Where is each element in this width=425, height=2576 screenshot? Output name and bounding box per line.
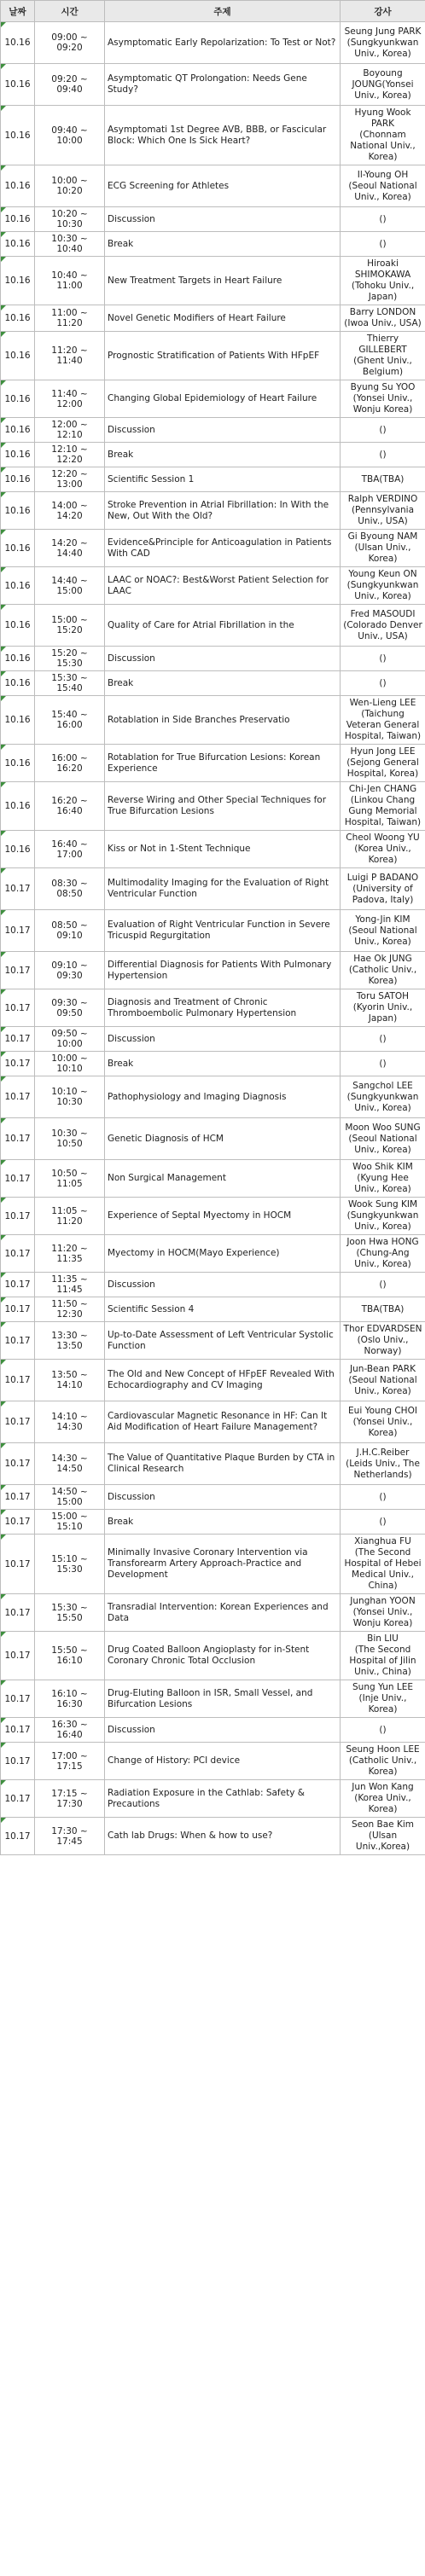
row-speaker: (): [341, 1027, 425, 1052]
row-time: 15:00 ~ 15:20: [35, 605, 105, 647]
row-speaker: Sung Yun LEE (Inje Univ., Korea): [341, 1680, 425, 1718]
row-speaker: Bin LIU (The Second Hospital of Jilin Univ., China): [341, 1632, 425, 1680]
row-time: 09:40 ~ 10:00: [35, 106, 105, 165]
row-speaker: Seon Bae Kim (Ulsan Univ.,Korea): [341, 1818, 425, 1855]
table-row: [1, 232, 425, 257]
table-row: [1, 782, 425, 831]
row-topic: Rotablation for True Bifurcation Lesions: Korean Experience: [105, 745, 341, 782]
row-time: 10:00 ~ 10:10: [35, 1052, 105, 1076]
row-time: 15:00 ~ 15:10: [35, 1510, 105, 1535]
row-speaker: Toru SATOH (Kyorin Univ., Japan): [341, 989, 425, 1027]
row-time: 13:50 ~ 14:10: [35, 1360, 105, 1401]
row-date: 10.16: [1, 380, 35, 418]
row-time: 16:40 ~ 17:00: [35, 831, 105, 868]
table-row: [1, 831, 425, 868]
row-topic: Asymptomati 1st Degree AVB, BBB, or Fascicular Block: Which One Is Sick Heart?: [105, 106, 341, 165]
row-topic: Evaluation of Right Ventricular Function in Severe Tricuspid Regurgitation: [105, 910, 341, 952]
row-speaker: Jun Won Kang (Korea Univ., Korea): [341, 1780, 425, 1818]
row-speaker: Young Keun ON (Sungkyunkwan Univ., Korea): [341, 567, 425, 605]
row-topic: Scientific Session 4: [105, 1297, 341, 1322]
row-date: 10.17: [1, 1443, 35, 1485]
table-row: [1, 1680, 425, 1718]
row-time: 10:00 ~ 10:20: [35, 165, 105, 207]
row-time: 17:30 ~ 17:45: [35, 1818, 105, 1855]
row-time: 10:20 ~ 10:30: [35, 207, 105, 232]
table-row: [1, 1198, 425, 1235]
row-date: 10.17: [1, 1401, 35, 1443]
row-date: 10.16: [1, 530, 35, 567]
table-row: [1, 380, 425, 418]
row-time: 12:20 ~ 13:00: [35, 467, 105, 492]
row-speaker: (): [341, 1052, 425, 1076]
row-speaker: TBA(TBA): [341, 467, 425, 492]
row-speaker: (): [341, 1718, 425, 1743]
row-time: 10:40 ~ 11:00: [35, 257, 105, 305]
row-topic: LAAC or NOAC?: Best&Worst Patient Selection for LAAC: [105, 567, 341, 605]
row-time: 09:10 ~ 09:30: [35, 952, 105, 989]
row-time: 17:15 ~ 17:30: [35, 1780, 105, 1818]
row-date: 10.17: [1, 1510, 35, 1535]
row-date: 10.16: [1, 492, 35, 530]
row-date: 10.16: [1, 332, 35, 380]
row-topic: Prognostic Stratification of Patients With HFpEF: [105, 332, 341, 380]
table-row: [1, 1818, 425, 1855]
table-row: [1, 492, 425, 530]
row-time: 10:50 ~ 11:05: [35, 1160, 105, 1198]
row-topic: Pathophysiology and Imaging Diagnosis: [105, 1076, 341, 1118]
row-date: 10.16: [1, 696, 35, 745]
table-row: [1, 989, 425, 1027]
row-time: 09:30 ~ 09:50: [35, 989, 105, 1027]
row-time: 15:30 ~ 15:40: [35, 671, 105, 696]
row-topic: Discussion: [105, 1485, 341, 1510]
row-topic: Rotablation in Side Branches Preservatio: [105, 696, 341, 745]
table-row: [1, 257, 425, 305]
row-topic: Discussion: [105, 1273, 341, 1297]
row-time: 14:30 ~ 14:50: [35, 1443, 105, 1485]
row-speaker: Hyun Jong LEE (Sejong General Hospital, Korea): [341, 745, 425, 782]
table-row: [1, 332, 425, 380]
row-speaker: (): [341, 1273, 425, 1297]
row-date: 10.17: [1, 1818, 35, 1855]
table-row: [1, 868, 425, 910]
row-date: 10.17: [1, 1632, 35, 1680]
table-row: [1, 1594, 425, 1632]
row-date: 10.16: [1, 257, 35, 305]
row-time: 11:20 ~ 11:40: [35, 332, 105, 380]
row-date: 10.17: [1, 1160, 35, 1198]
row-date: 10.17: [1, 1780, 35, 1818]
row-speaker: (): [341, 418, 425, 443]
table-row: [1, 1118, 425, 1160]
row-topic: Evidence&Principle for Anticoagulation in Patients With CAD: [105, 530, 341, 567]
row-topic: Break: [105, 1510, 341, 1535]
row-topic: Kiss or Not in 1-Stent Technique: [105, 831, 341, 868]
table-row: [1, 567, 425, 605]
table-row: [1, 1743, 425, 1780]
row-topic: Diagnosis and Treatment of Chronic Thromboembolic Pulmonary Hypertension: [105, 989, 341, 1027]
row-date: 10.16: [1, 671, 35, 696]
table-row: [1, 530, 425, 567]
row-topic: Multimodality Imaging for the Evaluation of Right Ventricular Function: [105, 868, 341, 910]
row-topic: Non Surgical Management: [105, 1160, 341, 1198]
row-date: 10.17: [1, 1052, 35, 1076]
row-time: 11:00 ~ 11:20: [35, 305, 105, 332]
row-date: 10.16: [1, 745, 35, 782]
row-topic: Quality of Care for Atrial Fibrillation in the: [105, 605, 341, 647]
row-topic: Break: [105, 1052, 341, 1076]
row-topic: Experience of Septal Myectomy in HOCM: [105, 1198, 341, 1235]
row-topic: Radiation Exposure in the Cathlab: Safety & Precautions: [105, 1780, 341, 1818]
header-time: 시간: [35, 1, 105, 22]
row-date: 10.17: [1, 1743, 35, 1780]
table-row: [1, 1780, 425, 1818]
row-time: 11:05 ~ 11:20: [35, 1198, 105, 1235]
row-date: 10.17: [1, 1235, 35, 1273]
row-date: 10.17: [1, 1027, 35, 1052]
table-row: [1, 1160, 425, 1198]
row-time: 09:50 ~ 10:00: [35, 1027, 105, 1052]
row-time: 09:20 ~ 09:40: [35, 64, 105, 106]
table-row: [1, 952, 425, 989]
table-row: [1, 1273, 425, 1297]
row-date: 10.17: [1, 1535, 35, 1594]
table-row: [1, 1485, 425, 1510]
row-topic: Discussion: [105, 647, 341, 671]
row-topic: Drug Coated Balloon Angioplasty for in-Stent Coronary Chronic Total Occlusion: [105, 1632, 341, 1680]
row-date: 10.17: [1, 910, 35, 952]
row-speaker: Il-Young OH (Seoul National Univ., Korea): [341, 165, 425, 207]
row-speaker: (): [341, 443, 425, 467]
table-row: [1, 745, 425, 782]
table-row: [1, 165, 425, 207]
row-time: 12:10 ~ 12:20: [35, 443, 105, 467]
row-time: 11:35 ~ 11:45: [35, 1273, 105, 1297]
row-speaker: Wook Sung KIM (Sungkyunkwan Univ., Korea): [341, 1198, 425, 1235]
table-row: [1, 605, 425, 647]
table-row: [1, 1401, 425, 1443]
row-topic: Asymptomatic Early Repolarization: To Test or Not?: [105, 22, 341, 64]
row-topic: Break: [105, 671, 341, 696]
row-speaker: Fred MASOUDI (Colorado Denver Univ., USA): [341, 605, 425, 647]
row-time: 15:20 ~ 15:30: [35, 647, 105, 671]
row-topic: Discussion: [105, 418, 341, 443]
row-speaker: Junghan YOON (Yonsei Univ., Wonju Korea): [341, 1594, 425, 1632]
row-time: 14:00 ~ 14:20: [35, 492, 105, 530]
table-row: [1, 418, 425, 443]
row-topic: Break: [105, 443, 341, 467]
row-date: 10.17: [1, 1485, 35, 1510]
row-time: 14:10 ~ 14:30: [35, 1401, 105, 1443]
row-speaker: Xianghua FU (The Second Hospital of Hebei Medical Univ., China): [341, 1535, 425, 1594]
row-speaker: Barry LONDON (Iwoa Univ., USA): [341, 305, 425, 332]
row-topic: Change of History: PCI device: [105, 1743, 341, 1780]
table-row: [1, 1443, 425, 1485]
row-speaker: Chi-Jen CHANG (Linkou Chang Gung Memorial Hospital, Taiwan): [341, 782, 425, 831]
row-time: 15:40 ~ 16:00: [35, 696, 105, 745]
row-speaker: Hiroaki SHIMOKAWA (Tohoku Univ., Japan): [341, 257, 425, 305]
row-time: 14:50 ~ 15:00: [35, 1485, 105, 1510]
row-topic: Up-to-Date Assessment of Left Ventricular Systolic Function: [105, 1322, 341, 1360]
row-speaker: (): [341, 1485, 425, 1510]
row-topic: Scientific Session 1: [105, 467, 341, 492]
row-time: 11:50 ~ 12:30: [35, 1297, 105, 1322]
table-row: [1, 1535, 425, 1594]
row-date: 10.17: [1, 1076, 35, 1118]
row-topic: Myectomy in HOCM(Mayo Experience): [105, 1235, 341, 1273]
row-topic: Novel Genetic Modifiers of Heart Failure: [105, 305, 341, 332]
row-date: 10.16: [1, 207, 35, 232]
table-row: [1, 647, 425, 671]
row-topic: Drug-Eluting Balloon in ISR, Small Vessel, and Bifurcation Lesions: [105, 1680, 341, 1718]
row-date: 10.16: [1, 782, 35, 831]
row-topic: Discussion: [105, 1027, 341, 1052]
row-speaker: Gi Byoung NAM (Ulsan Univ., Korea): [341, 530, 425, 567]
table-row: [1, 1510, 425, 1535]
row-speaker: Seung Hoon LEE (Catholic Univ., Korea): [341, 1743, 425, 1780]
row-time: 14:40 ~ 15:00: [35, 567, 105, 605]
row-date: 10.16: [1, 647, 35, 671]
row-time: 15:10 ~ 15:30: [35, 1535, 105, 1594]
row-date: 10.16: [1, 165, 35, 207]
table-row: [1, 1052, 425, 1076]
header-row: [1, 1, 425, 22]
table-row: [1, 671, 425, 696]
table-row: [1, 305, 425, 332]
row-topic: Transradial Intervention: Korean Experiences and Data: [105, 1594, 341, 1632]
row-time: 10:10 ~ 10:30: [35, 1076, 105, 1118]
table-row: [1, 207, 425, 232]
row-topic: Asymptomatic QT Prolongation: Needs Gene Study?: [105, 64, 341, 106]
row-date: 10.17: [1, 1322, 35, 1360]
row-date: 10.16: [1, 232, 35, 257]
row-speaker: Wen-Lieng LEE (Taichung Veteran General Hospital, Taiwan): [341, 696, 425, 745]
row-topic: Cardiovascular Magnetic Resonance in HF: Can It Aid Modification of Heart Failure Management?: [105, 1401, 341, 1443]
row-speaker: Ralph VERDINO (Pennsylvania Univ., USA): [341, 492, 425, 530]
table-row: [1, 1297, 425, 1322]
row-speaker: Seung Jung PARK (Sungkyunkwan Univ., Korea): [341, 22, 425, 64]
table-row: [1, 467, 425, 492]
row-time: 13:30 ~ 13:50: [35, 1322, 105, 1360]
row-date: 10.17: [1, 989, 35, 1027]
row-speaker: J.H.C.Reiber (Leids Univ., The Netherlands): [341, 1443, 425, 1485]
table-row: [1, 64, 425, 106]
row-time: 11:40 ~ 12:00: [35, 380, 105, 418]
row-date: 10.16: [1, 64, 35, 106]
row-speaker: Boyoung JOUNG(Yonsei Univ., Korea): [341, 64, 425, 106]
row-speaker: (): [341, 647, 425, 671]
row-date: 10.17: [1, 1718, 35, 1743]
table-row: [1, 106, 425, 165]
row-date: 10.16: [1, 467, 35, 492]
table-row: [1, 1718, 425, 1743]
row-speaker: Woo Shik KIM (Kyung Hee Univ., Korea): [341, 1160, 425, 1198]
row-topic: Reverse Wiring and Other Special Techniques for True Bifurcation Lesions: [105, 782, 341, 831]
table-row: [1, 1235, 425, 1273]
row-topic: Break: [105, 232, 341, 257]
table-row: [1, 22, 425, 64]
row-topic: Genetic Diagnosis of HCM: [105, 1118, 341, 1160]
header-speaker: 강사: [341, 1, 425, 22]
row-speaker: Byung Su YOO (Yonsei Univ., Wonju Korea): [341, 380, 425, 418]
row-date: 10.16: [1, 831, 35, 868]
row-date: 10.16: [1, 305, 35, 332]
row-speaker: (): [341, 207, 425, 232]
row-speaker: Thor EDVARDSEN (Oslo Univ., Norway): [341, 1322, 425, 1360]
row-topic: Stroke Prevention in Atrial Fibrillation: In With the New, Out With the Old?: [105, 492, 341, 530]
row-topic: Discussion: [105, 1718, 341, 1743]
row-date: 10.16: [1, 605, 35, 647]
row-topic: Discussion: [105, 207, 341, 232]
row-date: 10.17: [1, 868, 35, 910]
row-time: 12:00 ~ 12:10: [35, 418, 105, 443]
row-time: 15:30 ~ 15:50: [35, 1594, 105, 1632]
row-date: 10.16: [1, 418, 35, 443]
table-row: [1, 1076, 425, 1118]
row-topic: Cath lab Drugs: When & how to use?: [105, 1818, 341, 1855]
row-speaker: Sangchol LEE (Sungkyunkwan Univ., Korea): [341, 1076, 425, 1118]
row-time: 09:00 ~ 09:20: [35, 22, 105, 64]
table-row: [1, 696, 425, 745]
row-time: 15:50 ~ 16:10: [35, 1632, 105, 1680]
table-row: [1, 1027, 425, 1052]
row-date: 10.17: [1, 1118, 35, 1160]
row-time: 16:30 ~ 16:40: [35, 1718, 105, 1743]
row-time: 10:30 ~ 10:40: [35, 232, 105, 257]
row-time: 10:30 ~ 10:50: [35, 1118, 105, 1160]
row-date: 10.17: [1, 1198, 35, 1235]
table-row: [1, 1322, 425, 1360]
row-time: 16:00 ~ 16:20: [35, 745, 105, 782]
table-row: [1, 443, 425, 467]
header-topic: 주제: [105, 1, 341, 22]
table-row: [1, 1632, 425, 1680]
row-time: 08:30 ~ 08:50: [35, 868, 105, 910]
row-speaker: Hae Ok JUNG (Catholic Univ., Korea): [341, 952, 425, 989]
row-time: 11:20 ~ 11:35: [35, 1235, 105, 1273]
row-speaker: (): [341, 1510, 425, 1535]
row-speaker: Thierry GILLEBERT (Ghent Univ., Belgium): [341, 332, 425, 380]
row-date: 10.16: [1, 567, 35, 605]
row-topic: ECG Screening for Athletes: [105, 165, 341, 207]
row-time: 16:10 ~ 16:30: [35, 1680, 105, 1718]
row-topic: New Treatment Targets in Heart Failure: [105, 257, 341, 305]
header-date: 날짜: [1, 1, 35, 22]
row-topic: Differential Diagnosis for Patients With Pulmonary Hypertension: [105, 952, 341, 989]
row-date: 10.17: [1, 1273, 35, 1297]
row-date: 10.17: [1, 952, 35, 989]
row-date: 10.16: [1, 22, 35, 64]
row-speaker: Cheol Woong YU (Korea Univ., Korea): [341, 831, 425, 868]
row-speaker: Luigi P BADANO (University of Padova, Italy): [341, 868, 425, 910]
row-speaker: Hyung Wook PARK (Chonnam National Univ., Korea): [341, 106, 425, 165]
row-time: 08:50 ~ 09:10: [35, 910, 105, 952]
row-speaker: TBA(TBA): [341, 1297, 425, 1322]
row-topic: The Old and New Concept of HFpEF Revealed With Echocardiography and CV Imaging: [105, 1360, 341, 1401]
row-time: 17:00 ~ 17:15: [35, 1743, 105, 1780]
row-date: 10.17: [1, 1594, 35, 1632]
row-time: 14:20 ~ 14:40: [35, 530, 105, 567]
row-date: 10.17: [1, 1297, 35, 1322]
row-time: 16:20 ~ 16:40: [35, 782, 105, 831]
row-topic: The Value of Quantitative Plaque Burden by CTA in Clinical Research: [105, 1443, 341, 1485]
row-topic: Minimally Invasive Coronary Intervention via Transforearm Artery Approach-Practice and Development: [105, 1535, 341, 1594]
row-speaker: Moon Woo SUNG (Seoul National Univ., Korea): [341, 1118, 425, 1160]
table-row: [1, 1360, 425, 1401]
row-date: 10.16: [1, 443, 35, 467]
table-row: [1, 910, 425, 952]
row-date: 10.16: [1, 106, 35, 165]
row-speaker: Joon Hwa HONG (Chung-Ang Univ., Korea): [341, 1235, 425, 1273]
row-topic: Changing Global Epidemiology of Heart Failure: [105, 380, 341, 418]
row-speaker: Jun-Bean PARK (Seoul National Univ., Korea): [341, 1360, 425, 1401]
row-speaker: Yong-Jin KIM (Seoul National Univ., Korea): [341, 910, 425, 952]
row-speaker: Eui Young CHOI (Yonsei Univ., Korea): [341, 1401, 425, 1443]
row-speaker: (): [341, 671, 425, 696]
row-date: 10.17: [1, 1360, 35, 1401]
row-speaker: (): [341, 232, 425, 257]
row-date: 10.17: [1, 1680, 35, 1718]
